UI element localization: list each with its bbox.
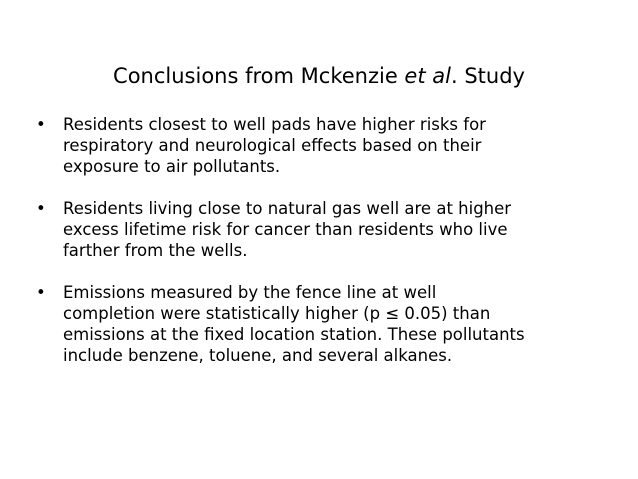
title-text-italic: et al bbox=[404, 64, 451, 88]
title-text-part-2: . Study bbox=[450, 64, 525, 88]
bullet-line: Residents living close to natural gas well are at higher bbox=[63, 199, 512, 218]
bullet-list bbox=[36, 114, 616, 387]
bullet-line: emissions at the fixed location station. These pollutants bbox=[63, 325, 525, 344]
bullet-line: Residents closest to well pads have higher risks for bbox=[63, 115, 486, 134]
bullet-line: include benzene, toluene, and several alkanes. bbox=[63, 346, 453, 365]
bullet-marker: • bbox=[36, 115, 46, 134]
bullet-item bbox=[36, 198, 616, 261]
bullet-line: farther from the wells. bbox=[63, 241, 248, 260]
bullet-item bbox=[36, 282, 616, 366]
bullet-line: completion were statistically higher (p ≤ 0.05) than bbox=[63, 304, 491, 323]
bullet-marker: • bbox=[36, 283, 46, 302]
bullet-line: Emissions measured by the fence line at well bbox=[63, 283, 437, 302]
bullet-line: excess lifetime risk for cancer than residents who live bbox=[63, 220, 508, 239]
title-text-part-1: Conclusions from Mckenzie bbox=[113, 64, 405, 88]
bullet-line: exposure to air pollutants. bbox=[63, 157, 281, 176]
bullet-item bbox=[36, 114, 616, 177]
slide-title bbox=[0, 62, 638, 90]
bullet-line: respiratory and neurological effects based on their bbox=[63, 136, 482, 155]
bullet-marker: • bbox=[36, 199, 46, 218]
